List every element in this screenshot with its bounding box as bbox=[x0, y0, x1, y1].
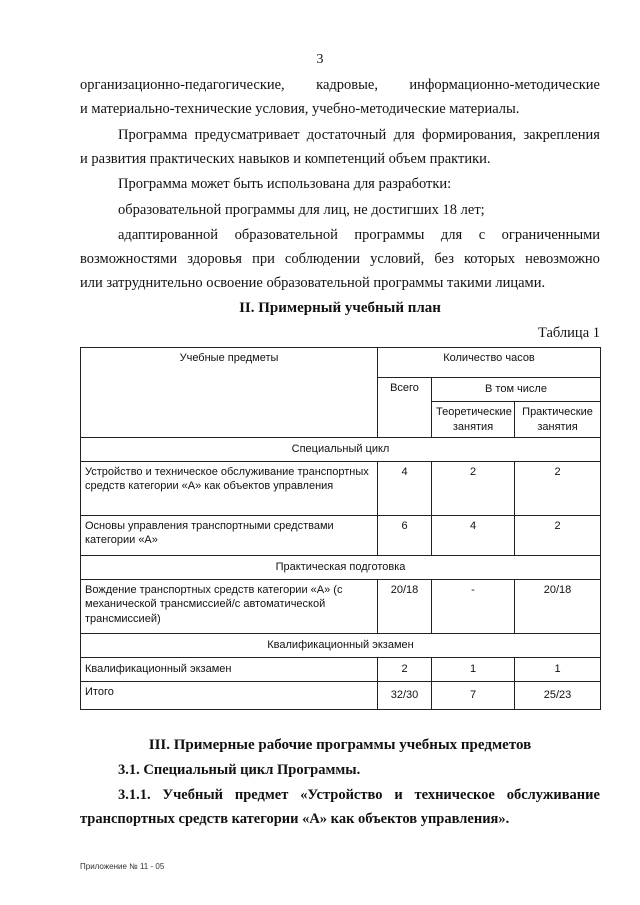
header-hours: Количество часов bbox=[378, 348, 601, 378]
hours-theory: 7 bbox=[432, 682, 515, 710]
header-total: Всего bbox=[378, 378, 432, 438]
word: и bbox=[394, 787, 403, 803]
word: для bbox=[440, 227, 463, 243]
section-2-title: II. Примерный учебный план bbox=[239, 300, 441, 316]
hours-practice: 2 bbox=[515, 516, 601, 556]
hours-total: 2 bbox=[378, 658, 432, 682]
subsection-3-1-1-line-2: транспортных средств категории «А» как объектов управления». bbox=[80, 811, 510, 827]
word: ограниченными bbox=[501, 227, 600, 243]
section-row: Квалификационный экзамен bbox=[81, 634, 601, 658]
curriculum-table bbox=[80, 347, 601, 710]
word: закрепления bbox=[523, 127, 600, 143]
paragraph-4: образовательной программы для лиц, не достигших 18 лет; bbox=[118, 202, 485, 218]
word: организационно-педагогические, bbox=[80, 77, 285, 93]
word: техническое bbox=[414, 787, 495, 803]
total-label: Итого bbox=[81, 682, 378, 710]
hours-theory: 4 bbox=[432, 516, 515, 556]
hours-total: 20/18 bbox=[378, 580, 432, 634]
word: «Устройство bbox=[300, 787, 383, 803]
page-number: 3 bbox=[316, 52, 324, 67]
hours-total: 6 bbox=[378, 516, 432, 556]
paragraph-1-line-1 bbox=[80, 77, 600, 94]
page-footer: Приложение № 11 - 05 bbox=[80, 862, 165, 871]
word: информационно-методические bbox=[409, 77, 600, 93]
paragraph-5-line-2 bbox=[80, 251, 600, 268]
paragraph-2-line-2: и развития практических навыков и компетенций объем практики. bbox=[80, 151, 491, 167]
header-practice: Практические занятия bbox=[515, 402, 601, 438]
word: 3.1.1. bbox=[118, 787, 151, 803]
word: невозможно bbox=[525, 251, 600, 267]
word: возможностями bbox=[80, 251, 178, 267]
word: программы bbox=[354, 227, 425, 243]
hours-practice: 25/23 bbox=[515, 682, 601, 710]
word: при bbox=[252, 251, 275, 267]
word: адаптированной bbox=[118, 227, 219, 243]
word: здоровья bbox=[187, 251, 242, 267]
section-row: Специальный цикл bbox=[81, 438, 601, 462]
subject-name: Вождение транспортных средств категории «А» (с механической трансмиссией/с автоматической трансмиссией) bbox=[81, 580, 378, 634]
paragraph-1-line-2: и материально-технические условия, учебно-методические материалы. bbox=[80, 101, 520, 117]
word: образовательной bbox=[234, 227, 338, 243]
hours-theory: 1 bbox=[432, 658, 515, 682]
paragraph-5-line-1 bbox=[118, 227, 600, 244]
subject-name: Основы управления транспортными средствами категории «А» bbox=[81, 516, 378, 556]
paragraph-2-line-1 bbox=[118, 127, 600, 144]
table-caption: Таблица 1 bbox=[537, 325, 600, 341]
word: с bbox=[478, 227, 486, 243]
hours-practice: 2 bbox=[515, 462, 601, 516]
word: предмет bbox=[234, 787, 289, 803]
hours-theory: 2 bbox=[432, 462, 515, 516]
word: Программа bbox=[118, 127, 188, 143]
paragraph-5-line-3: или затруднительно освоение образовательной программы такими лицами. bbox=[80, 275, 546, 291]
hours-practice: 20/18 bbox=[515, 580, 601, 634]
word: которых bbox=[464, 251, 516, 267]
subsection-3-1-1-line-1 bbox=[118, 787, 600, 804]
word: условий, bbox=[370, 251, 425, 267]
word: соблюдении bbox=[284, 251, 361, 267]
word: без bbox=[434, 251, 454, 267]
header-subjects: Учебные предметы bbox=[81, 348, 378, 438]
word: достаточный bbox=[306, 127, 387, 143]
section-row: Практическая подготовка bbox=[81, 556, 601, 580]
subsection-3-1: 3.1. Специальный цикл Программы. bbox=[118, 762, 361, 778]
hours-practice: 1 bbox=[515, 658, 601, 682]
word: обслуживание bbox=[506, 787, 600, 803]
header-including: В том числе bbox=[432, 378, 601, 402]
hours-total: 32/30 bbox=[378, 682, 432, 710]
header-theory: Теоретические занятия bbox=[432, 402, 515, 438]
hours-theory: - bbox=[432, 580, 515, 634]
word: Учебный bbox=[162, 787, 224, 803]
subject-name: Устройство и техническое обслуживание транспортных средств категории «А» как объектов управления bbox=[81, 462, 378, 516]
paragraph-3: Программа может быть использована для разработки: bbox=[118, 176, 452, 192]
word: предусматривает bbox=[194, 127, 300, 143]
word: кадровые, bbox=[316, 77, 378, 93]
hours-total: 4 bbox=[378, 462, 432, 516]
word: формирования, bbox=[422, 127, 517, 143]
section-3-title: III. Примерные рабочие программы учебных предметов bbox=[148, 737, 532, 753]
subject-name: Квалификационный экзамен bbox=[81, 658, 378, 682]
word: для bbox=[393, 127, 415, 143]
